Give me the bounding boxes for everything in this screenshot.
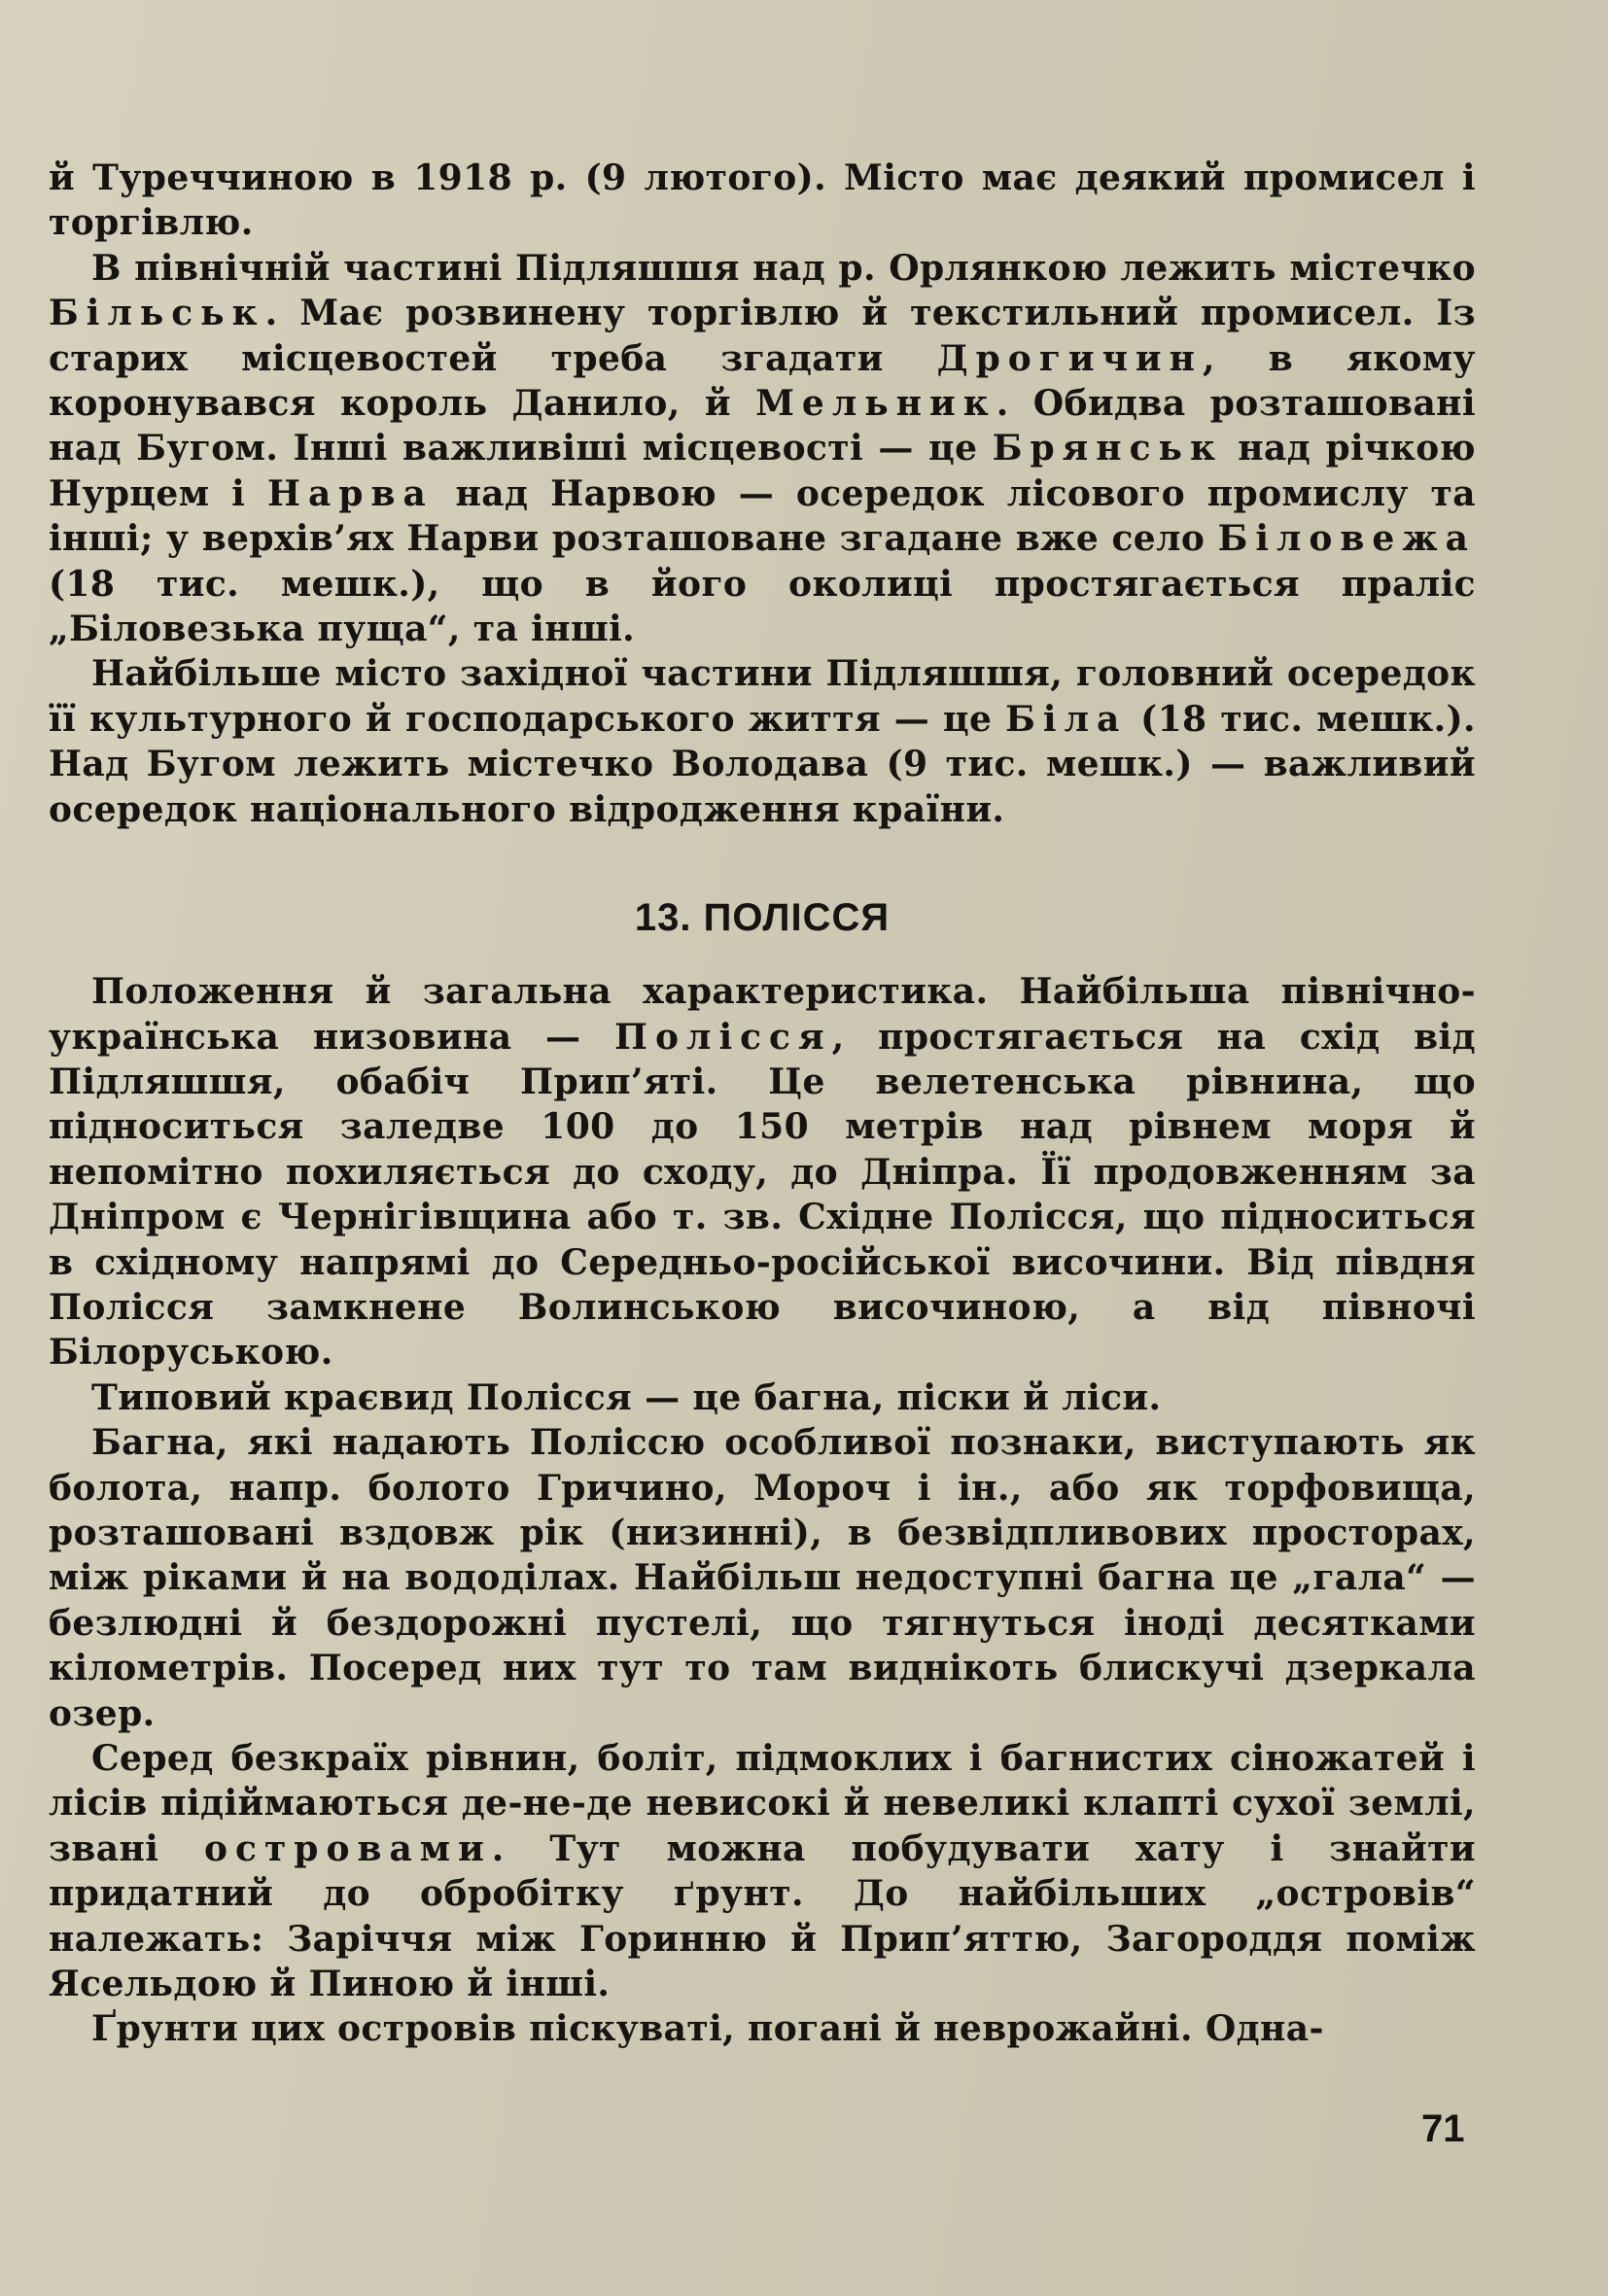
spaced-name: Мельник bbox=[755, 383, 996, 425]
run-in-heading: Положення й загальна характеристика. bbox=[91, 971, 989, 1013]
paragraph bbox=[49, 2006, 1476, 2051]
paragraph bbox=[49, 1736, 1476, 2006]
text-run: й Туреччиною в 1918 р. (9 лютого). Місто має деякий промисел і торгівлю. bbox=[49, 157, 1476, 244]
paragraphs-before-heading bbox=[49, 156, 1476, 832]
spaced-name: Нарва bbox=[266, 472, 434, 514]
text-run: Типовий краєвид Полісся — це багна, піски й ліси. bbox=[91, 1376, 1162, 1418]
spaced-name: островами bbox=[204, 1827, 492, 1869]
spaced-name: Більськ bbox=[49, 293, 265, 334]
paragraph bbox=[49, 156, 1476, 246]
spaced-name: Біла bbox=[1005, 698, 1128, 740]
spaced-name: Полісся bbox=[614, 1016, 832, 1058]
text-run: Багна, які надають Поліссю особливої познаки, виступають як болота, напр. болото Гричино, Мороч і ін., або як торфовища, розташовані вздовж рік (низинні), в безвідпливових просторах, між ріками й на вододілах. Найбільш недоступні багна це „гала“ — безлюдні й бездорожні пустелі, що тягнуться іноді десятками кілометрів. Посеред них тут то там виднікоть блискучі дзеркала озер. bbox=[49, 1422, 1476, 1734]
text-run: Найбільша північно-українська низовина — bbox=[49, 971, 1476, 1058]
section-heading: 13. ПОЛІССЯ bbox=[634, 896, 891, 940]
text-run: над річкою Нурцем і bbox=[49, 428, 1476, 514]
paragraph bbox=[49, 1420, 1476, 1736]
text-run: Найбільше місто західної частини Підляшшя, головний осередок її культурного й господарського життя — це bbox=[49, 653, 1476, 740]
spaced-name: Брянськ bbox=[992, 428, 1223, 470]
text-run: Ґрунти цих островів піскуваті, погані й неврожайні. Одна- bbox=[91, 2008, 1324, 2050]
text-run: , простягається на схід від Підляшшя, обабіч Прип’яті. Це велетенська рівнина, що підноситься заледве 100 до 150 метрів над рівнем моря й непомітно похиляється до сходу, до Дніпра. Її продовженням за Дніпром є Чернігівщина або т. зв. Східне Полісся, що підноситься в східному напрямі до Середньо-російської височини. Від півдня Полісся замкнене Волинською височиною, а від півночі Білоруською. bbox=[49, 1016, 1476, 1374]
text-run: , в якому коронувався король Данило, й bbox=[49, 337, 1476, 425]
text-run: . Обидва розташовані над Бугом. Інші важливіші місцевості — це bbox=[49, 383, 1476, 470]
paragraph bbox=[49, 1375, 1476, 1420]
text-run: . Має розвинену торгівлю й текстильний промисел. Із старих місцевостей треба згадати bbox=[49, 293, 1476, 379]
text-run: Серед безкраїх рівнин, боліт, підмоклих і багнистих сіножатей і лісів підіймаються де-не-де невисокі й невеликі клапті сухої землі, звані bbox=[49, 1738, 1476, 1869]
text-run: над Нарвою — осередок лісового промислу та інші; у верхів’ях Нарви розташоване згадане вже село bbox=[49, 472, 1476, 560]
page-text bbox=[49, 156, 1476, 2052]
paragraph bbox=[49, 969, 1476, 1375]
paragraphs-after-heading bbox=[49, 969, 1476, 2052]
text-run: (18 тис. мешк.), що в його околиці простягається праліс „Біловезька пуща“, та інші. bbox=[49, 563, 1476, 650]
paragraph bbox=[49, 651, 1476, 832]
text-run: В північній частині Підляшшя над р. Орлянкою лежить містечко bbox=[91, 247, 1476, 289]
page-number: 71 bbox=[1421, 2107, 1465, 2150]
text-run: . Тут можна побудувати хату і знайти придатний до обробітку ґрунт. До найбільших „островів“ належать: Заріччя між Горинню й Прип’яттю, Загороддя поміж Ясельдою й Пиною й інші. bbox=[49, 1827, 1476, 2005]
text-run: (18 тис. мешк.). Над Бугом лежить містечко Володава (9 тис. мешк.) — важливий осередок національного відродження країни. bbox=[49, 698, 1476, 830]
paragraph bbox=[49, 246, 1476, 652]
spaced-name: Біловежа bbox=[1217, 518, 1476, 560]
spaced-name: Дрогичин bbox=[936, 337, 1203, 379]
